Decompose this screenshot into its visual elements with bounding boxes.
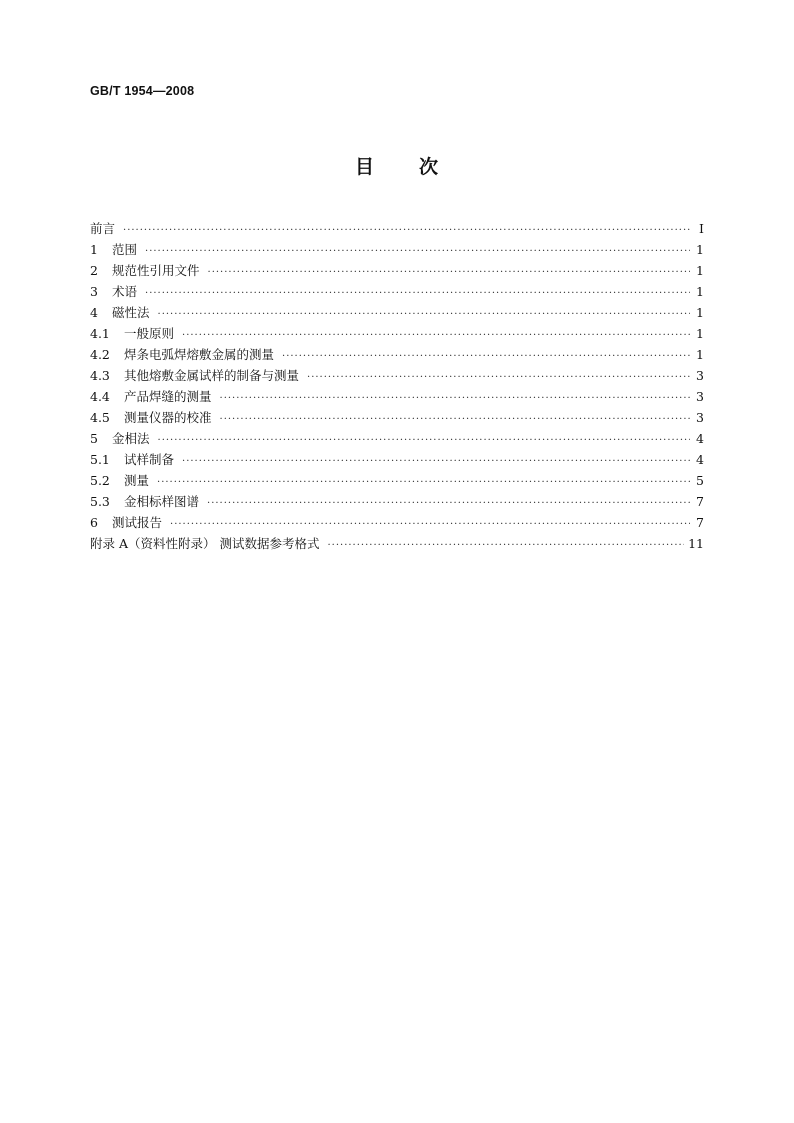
toc-entry-number: 5: [90, 431, 98, 446]
toc-leader-dots: [182, 451, 690, 472]
toc-entry[interactable]: [90, 491, 704, 512]
toc-entry-number: 4.5: [90, 410, 110, 425]
toc-entry-number: 1: [90, 242, 98, 257]
toc-title-part1: 目: [354, 156, 375, 178]
toc-entry[interactable]: [90, 239, 704, 260]
toc-entry-label: 术语: [112, 284, 138, 299]
toc-entry[interactable]: [90, 323, 704, 344]
toc-title: [0, 152, 794, 179]
toc-entry-number: 2: [90, 263, 98, 278]
toc-entry-page: Ⅰ: [699, 221, 704, 236]
toc-entry-page: 11: [688, 536, 704, 551]
toc-entry-page: 3: [696, 410, 704, 425]
toc-entry-page: 7: [696, 515, 704, 530]
toc-entry[interactable]: [90, 260, 704, 281]
toc-entry-page: 1: [696, 326, 704, 341]
toc-entry-label: 试样制备: [124, 452, 175, 467]
toc-entry[interactable]: [90, 218, 704, 239]
toc-entry[interactable]: [90, 344, 704, 365]
toc-entry[interactable]: [90, 386, 704, 407]
toc-entry-number: 5.1: [90, 452, 110, 467]
toc-entry-page: 4: [696, 452, 704, 467]
toc-entry-label: 测量: [124, 473, 150, 488]
toc-entry-number: 6: [90, 515, 98, 530]
standard-code: GB/T 1954—2008: [90, 84, 195, 98]
toc-entry-page: 1: [696, 347, 704, 362]
toc-entry[interactable]: [90, 302, 704, 323]
toc-title-part2: 次: [419, 156, 440, 178]
toc-leader-dots: [158, 304, 690, 325]
toc-leader-dots: [182, 325, 690, 346]
toc-leader-dots: [282, 346, 690, 367]
toc-leader-dots: [220, 409, 690, 430]
toc-entry-page: 7: [696, 494, 704, 509]
toc-entry-label: 金相法: [112, 431, 150, 446]
toc-entry-page: 3: [696, 389, 704, 404]
toc-entry-number: 5.3: [90, 494, 110, 509]
toc-entry-label: 测试报告: [112, 515, 163, 530]
toc-leader-dots: [145, 241, 690, 262]
toc-entry-page: 1: [696, 305, 704, 320]
toc-entry[interactable]: [90, 428, 704, 449]
toc-leader-dots: [207, 493, 690, 514]
toc-entry-page: 5: [696, 473, 704, 488]
toc-entry-label: 其他熔敷金属试样的制备与测量: [124, 368, 300, 383]
toc-entry-label: 金相标样图谱: [124, 494, 200, 509]
toc-entry-number: 5.2: [90, 473, 110, 488]
toc-entry-label: 一般原则: [124, 326, 175, 341]
toc-entry-label: 规范性引用文件: [112, 263, 200, 278]
toc-entry-label: 焊条电弧焊熔敷金属的测量: [124, 347, 275, 362]
toc-leader-dots: [157, 472, 690, 493]
toc-entry-label: 测量仪器的校准: [124, 410, 212, 425]
toc-entry-page: 1: [696, 284, 704, 299]
toc-entry[interactable]: [90, 449, 704, 470]
toc-leader-dots: [123, 220, 690, 241]
toc-entry-page: 1: [696, 263, 704, 278]
toc-entry-number: 4.1: [90, 326, 110, 341]
toc-leader-dots: [170, 514, 690, 535]
toc-entry-label: 磁性法: [112, 305, 150, 320]
toc-entry-number: 4.2: [90, 347, 110, 362]
toc-leader-dots: [208, 262, 690, 283]
toc-entry-number: 3: [90, 284, 98, 299]
toc-entry[interactable]: [90, 281, 704, 302]
toc-entry-number: 4: [90, 305, 98, 320]
toc-entry-number: 4.4: [90, 389, 110, 404]
toc-entry-page: 3: [696, 368, 704, 383]
toc-entry-number: 4.3: [90, 368, 110, 383]
toc-leader-dots: [158, 430, 690, 451]
toc-entry-label: 产品焊缝的测量: [124, 389, 212, 404]
toc-entry[interactable]: [90, 407, 704, 428]
toc-entry[interactable]: [90, 365, 704, 386]
toc-entry-label: 附录 A（资料性附录） 测试数据参考格式: [90, 536, 320, 551]
toc-entry[interactable]: [90, 470, 704, 491]
toc-entry-label: 前言: [90, 221, 116, 236]
toc-entry[interactable]: [90, 533, 704, 554]
toc-entry[interactable]: [90, 512, 704, 533]
toc-entry-page: 1: [696, 242, 704, 257]
toc-leader-dots: [307, 367, 690, 388]
toc-entry-label: 范围: [112, 242, 138, 257]
toc-leader-dots: [327, 535, 684, 556]
toc-leader-dots: [145, 283, 690, 304]
table-of-contents: [90, 218, 704, 554]
toc-entry-page: 4: [696, 431, 704, 446]
toc-leader-dots: [220, 388, 690, 409]
